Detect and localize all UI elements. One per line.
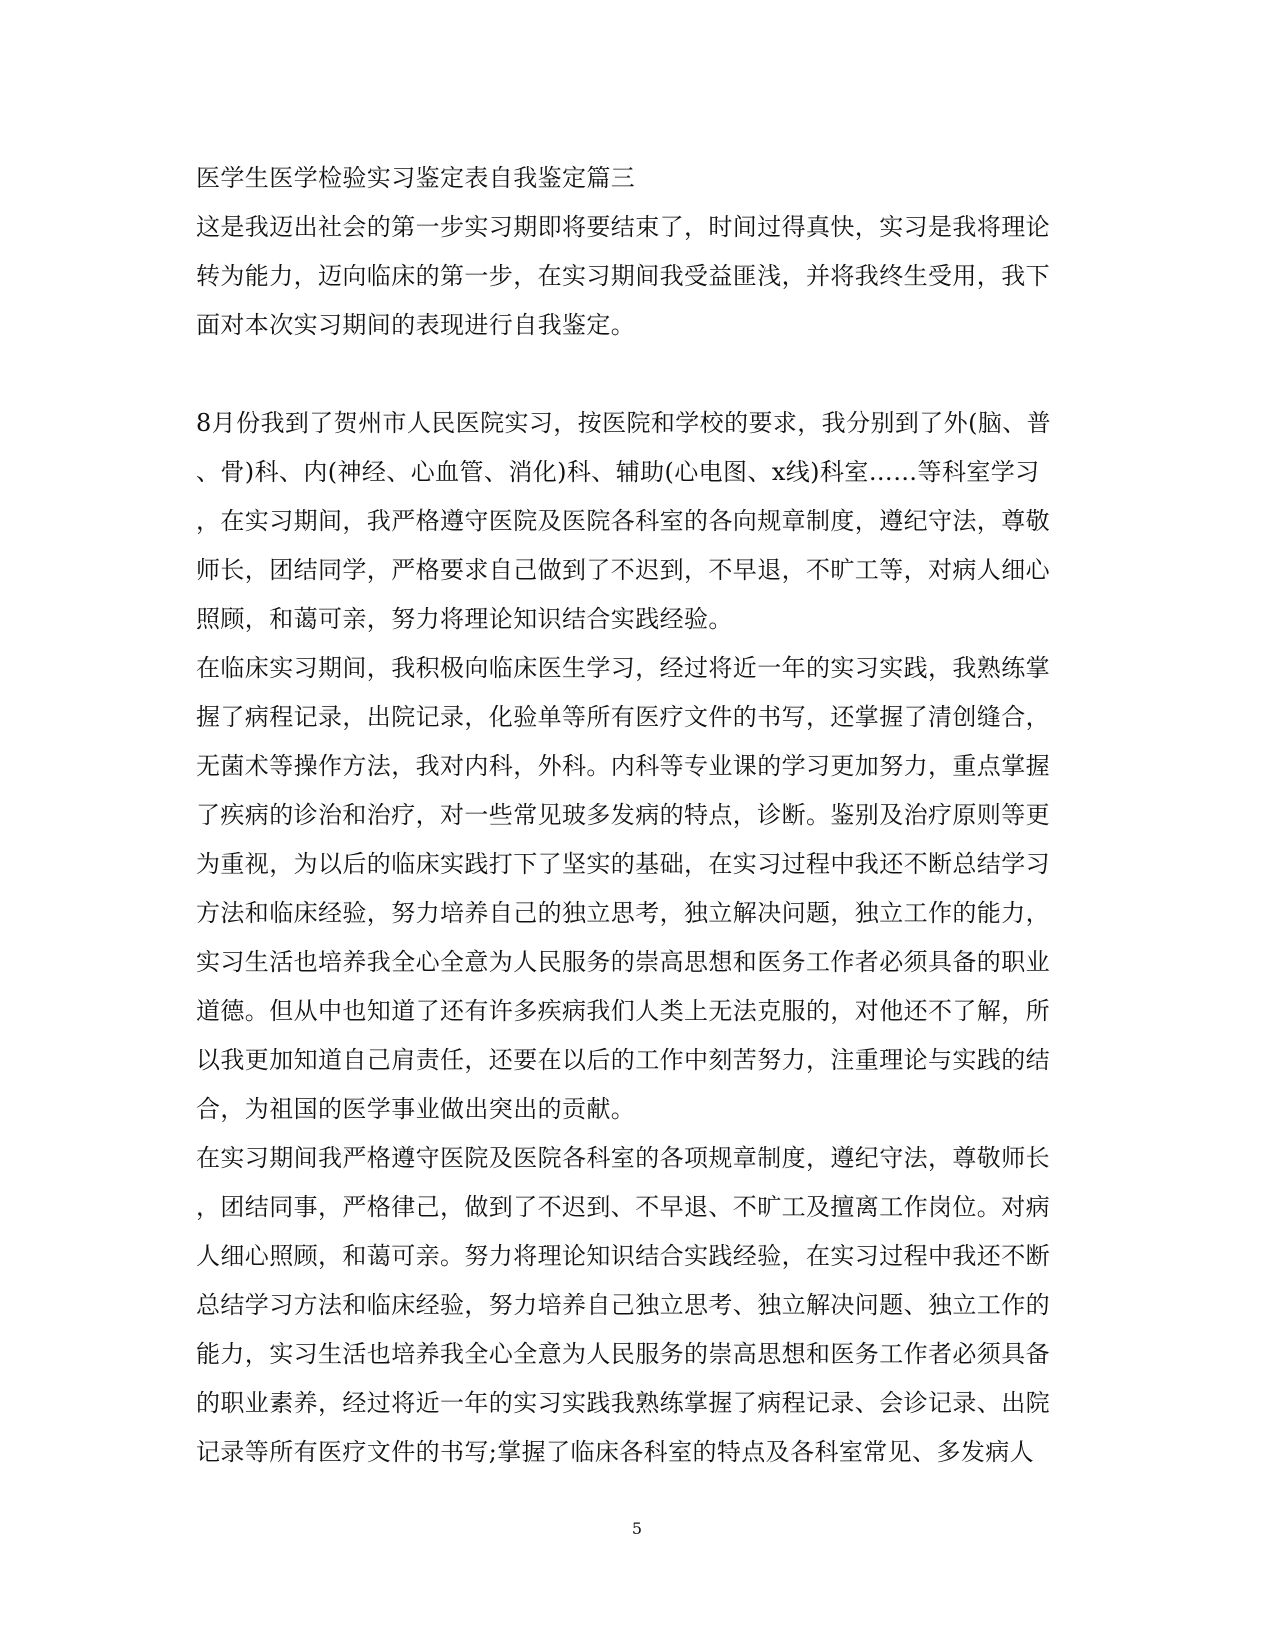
paragraph-line: ，在实习期间，我严格遵守医院及医院各科室的各向规章制度，遵纪守法，尊敬 xyxy=(196,507,1050,535)
paragraph-line: 师长，团结同学，严格要求自己做到了不迟到，不早退，不旷工等，对病人细心 xyxy=(196,556,1050,584)
paragraph-line: 记录等所有医疗文件的书写;掌握了临床各科室的特点及各科室常见、多发病人 xyxy=(196,1438,1035,1466)
paragraph-1 xyxy=(196,203,1076,350)
paragraph-line: 人细心照顾，和蔼可亲。努力将理论知识结合实践经验，在实习过程中我还不断 xyxy=(196,1242,1050,1270)
paragraph-line: 为重视，为以后的临床实践打下了坚实的基础，在实习过程中我还不断总结学习 xyxy=(196,850,1050,878)
paragraph-line: 转为能力，迈向临床的第一步，在实习期间我受益匪浅，并将我终生受用，我下 xyxy=(196,262,1050,290)
paragraph-line: 合，为祖国的医学事业做出突出的贡献。 xyxy=(196,1095,636,1123)
paragraph-line: 握了病程记录，出院记录，化验单等所有医疗文件的书写，还掌握了清创缝合， xyxy=(196,703,1050,731)
paragraph-line: 以我更加知道自己肩责任，还要在以后的工作中刻苦努力，注重理论与实践的结 xyxy=(196,1046,1050,1074)
document-body xyxy=(196,154,1076,1477)
paragraph-line: 能力，实习生活也培养我全心全意为人民服务的崇高思想和医务工作者必须具备 xyxy=(196,1340,1050,1368)
paragraph-line: 在临床实习期间，我积极向临床医生学习，经过将近一年的实习实践，我熟练掌 xyxy=(196,654,1050,682)
paragraph-line: 道德。但从中也知道了还有许多疾病我们人类上无法克服的，对他还不了解，所 xyxy=(196,997,1050,1025)
paragraph-line: 实习生活也培养我全心全意为人民服务的崇高思想和医务工作者必须具备的职业 xyxy=(196,948,1050,976)
paragraph-line: 总结学习方法和临床经验，努力培养自己独立思考、独立解决问题、独立工作的 xyxy=(196,1291,1050,1319)
paragraph-line: 的职业素养，经过将近一年的实习实践我熟练掌握了病程记录、会诊记录、出院 xyxy=(196,1389,1050,1417)
paragraph-line: 、骨)科、内(神经、心血管、消化)科、辅助(心电图、x线)科室……等科室学习 xyxy=(196,458,1040,486)
page-number: 5 xyxy=(631,1519,643,1538)
paragraph-4 xyxy=(196,1134,1076,1477)
paragraph-line: 照顾，和蔼可亲，努力将理论知识结合实践经验。 xyxy=(196,605,733,633)
paragraph-spacer xyxy=(196,350,1076,399)
paragraph-line: 面对本次实习期间的表现进行自我鉴定。 xyxy=(196,311,636,339)
paragraph-line: 无菌术等操作方法，我对内科，外科。内科等专业课的学习更加努力，重点掌握 xyxy=(196,752,1050,780)
paragraph-line: 这是我迈出社会的第一步实习期即将要结束了，时间过得真快，实习是我将理论 xyxy=(196,213,1050,241)
paragraph-line: ，团结同事，严格律己，做到了不迟到、不早退、不旷工及擅离工作岗位。对病 xyxy=(196,1193,1050,1221)
paragraph-line: 8月份我到了贺州市人民医院实习，按医院和学校的要求，我分别到了外(脑、普 xyxy=(196,409,1052,437)
paragraph-2 xyxy=(196,399,1076,644)
paragraph-line: 方法和临床经验，努力培养自己的独立思考，独立解决问题，独立工作的能力， xyxy=(196,899,1050,927)
document-title: 医学生医学检验实习鉴定表自我鉴定篇三 xyxy=(196,164,636,192)
paragraph-line: 了疾病的诊治和治疗，对一些常见玻多发病的特点，诊断。鉴别及治疗原则等更 xyxy=(196,801,1050,829)
paragraph-line: 在实习期间我严格遵守医院及医院各科室的各项规章制度，遵纪守法，尊敬师长 xyxy=(196,1144,1050,1172)
paragraph-3 xyxy=(196,644,1076,1134)
